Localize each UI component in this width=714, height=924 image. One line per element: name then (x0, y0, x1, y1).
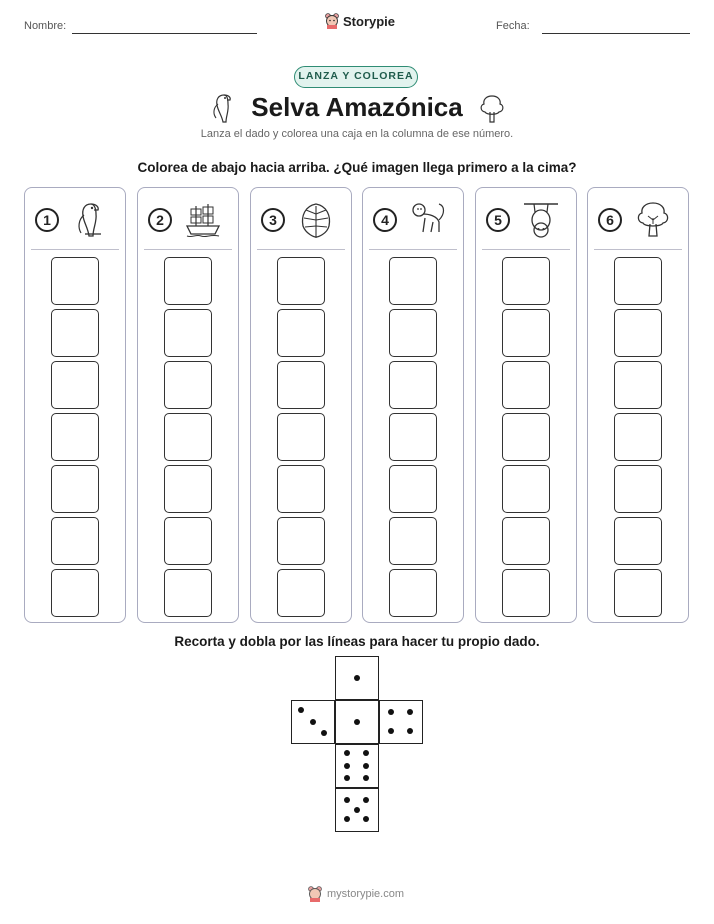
color-box[interactable] (614, 257, 662, 305)
die-pip (354, 719, 360, 725)
column-number: 2 (148, 208, 172, 232)
die-pip (344, 763, 350, 769)
color-box[interactable] (51, 361, 99, 409)
column-header (476, 200, 576, 242)
die-pip (363, 775, 369, 781)
color-box[interactable] (277, 413, 325, 461)
date-line[interactable] (542, 33, 690, 34)
color-box[interactable] (164, 413, 212, 461)
color-box[interactable] (51, 309, 99, 357)
die-face-4 (379, 700, 423, 744)
instruction-top: Colorea de abajo hacia arriba. ¿Qué imagen llega primero a la cima? (137, 160, 577, 175)
column-number: 4 (373, 208, 397, 232)
name-line[interactable] (72, 33, 257, 34)
column-header (25, 200, 125, 242)
column-divider (482, 249, 570, 250)
column-6 (587, 187, 689, 623)
footer (308, 886, 404, 902)
column-1 (24, 187, 126, 623)
die-pip (344, 750, 350, 756)
color-box[interactable] (164, 257, 212, 305)
color-box[interactable] (277, 257, 325, 305)
die-pip (363, 763, 369, 769)
brand-name: Storypie (343, 13, 396, 29)
die-face-1 (335, 656, 379, 700)
page-title: Selva Amazónica (251, 92, 463, 122)
subtitle: Lanza el dado y colorea una caja en la columna de ese número. (200, 128, 514, 140)
color-box[interactable] (51, 257, 99, 305)
die-pip (298, 707, 304, 713)
column-number: 1 (35, 208, 59, 232)
column-divider (144, 249, 232, 250)
color-box[interactable] (51, 569, 99, 617)
color-box[interactable] (277, 361, 325, 409)
color-box[interactable] (389, 257, 437, 305)
die-face-3 (291, 700, 335, 744)
color-box[interactable] (614, 465, 662, 513)
color-box[interactable] (389, 465, 437, 513)
sloth-icon (522, 200, 560, 240)
color-box[interactable] (277, 569, 325, 617)
column-header (363, 200, 463, 242)
color-box[interactable] (614, 413, 662, 461)
die-pip (363, 797, 369, 803)
color-box[interactable] (389, 361, 437, 409)
die-pip (388, 728, 394, 734)
color-box[interactable] (502, 465, 550, 513)
color-box[interactable] (389, 413, 437, 461)
activity-badge: LANZA Y COLOREA (294, 66, 418, 88)
color-box[interactable] (502, 569, 550, 617)
die-pip (354, 807, 360, 813)
die-pip (363, 750, 369, 756)
color-box[interactable] (502, 517, 550, 565)
color-box[interactable] (277, 309, 325, 357)
instruction-bottom: Recorta y dobla por las líneas para hacer tu propio dado. (174, 634, 540, 649)
color-box[interactable] (51, 465, 99, 513)
parrot-icon (71, 200, 109, 240)
color-box[interactable] (164, 517, 212, 565)
column-number: 5 (486, 208, 510, 232)
color-box[interactable] (389, 569, 437, 617)
column-header (251, 200, 351, 242)
die-pip (344, 797, 350, 803)
tree-icon (634, 200, 672, 240)
column-4 (362, 187, 464, 623)
color-box[interactable] (614, 569, 662, 617)
color-box[interactable] (614, 361, 662, 409)
color-box[interactable] (502, 361, 550, 409)
column-divider (257, 249, 345, 250)
die-pip (321, 730, 327, 736)
column-divider (369, 249, 457, 250)
die-pip (354, 675, 360, 681)
column-number: 3 (261, 208, 285, 232)
color-box[interactable] (51, 517, 99, 565)
color-box[interactable] (164, 361, 212, 409)
die-pip (388, 709, 394, 715)
color-box[interactable] (502, 413, 550, 461)
color-box[interactable] (164, 569, 212, 617)
die-pip (363, 816, 369, 822)
column-5 (475, 187, 577, 623)
ship-icon (184, 200, 222, 240)
storypie-bear-icon (325, 13, 339, 29)
storypie-bear-icon (308, 886, 322, 902)
die-face-5 (335, 788, 379, 832)
leaf-icon (297, 200, 335, 240)
name-label: Nombre: (24, 20, 67, 32)
die-pip (344, 775, 350, 781)
column-header (138, 200, 238, 242)
column-2 (137, 187, 239, 623)
column-number: 6 (598, 208, 622, 232)
color-box[interactable] (164, 309, 212, 357)
tree-title-icon (478, 92, 506, 124)
die-pip (407, 728, 413, 734)
die-face-6 (335, 744, 379, 788)
column-3 (250, 187, 352, 623)
color-box[interactable] (51, 413, 99, 461)
column-header (588, 200, 688, 242)
color-box[interactable] (614, 309, 662, 357)
color-box[interactable] (502, 257, 550, 305)
brand-logo (325, 13, 395, 29)
die-pip (407, 709, 413, 715)
die-face-1 (335, 700, 379, 744)
date-label: Fecha: (496, 20, 530, 32)
color-box[interactable] (277, 517, 325, 565)
color-box[interactable] (502, 309, 550, 357)
die-pip (310, 719, 316, 725)
color-box[interactable] (389, 309, 437, 357)
color-box[interactable] (164, 465, 212, 513)
monkey-icon (409, 200, 447, 240)
column-divider (31, 249, 119, 250)
column-divider (594, 249, 682, 250)
color-box[interactable] (614, 517, 662, 565)
die-pip (344, 816, 350, 822)
color-box[interactable] (277, 465, 325, 513)
color-box[interactable] (389, 517, 437, 565)
footer-url: mystorypie.com (327, 888, 405, 900)
